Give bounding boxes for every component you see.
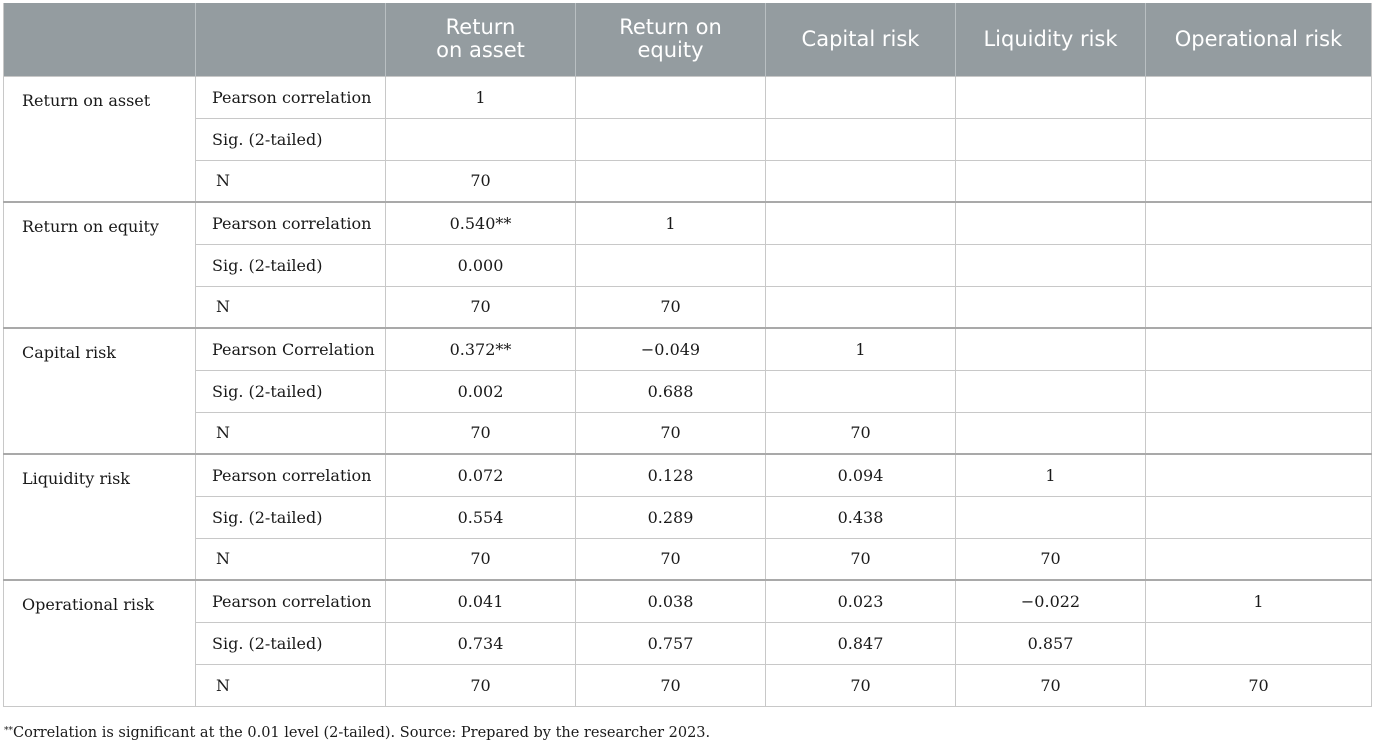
value-cell [956, 286, 1146, 328]
correlation-table-container [3, 3, 1371, 707]
value-cell: 1 [576, 202, 766, 244]
statistic-label: N [196, 412, 386, 454]
header-cell [576, 3, 766, 76]
value-cell [576, 76, 766, 118]
header-cell-line: Return on [619, 15, 722, 40]
value-cell [766, 370, 956, 412]
footnote-text: Correlation is significant at the 0.01 level (2-tailed). Source: Prepared by the researcher 2023. [13, 725, 711, 741]
value-cell: 0.540** [386, 202, 576, 244]
value-cell: 0.734 [386, 622, 576, 664]
value-cell [766, 202, 956, 244]
table-row [4, 370, 1372, 412]
value-cell: 70 [766, 664, 956, 706]
statistic-label: Pearson correlation [196, 76, 386, 118]
value-cell [766, 76, 956, 118]
value-cell: 70 [386, 160, 576, 202]
value-cell: 70 [576, 664, 766, 706]
table-row [4, 244, 1372, 286]
value-cell [1146, 328, 1372, 370]
table-row [4, 622, 1372, 664]
table-row [4, 118, 1372, 160]
statistic-label: Sig. (2-tailed) [196, 244, 386, 286]
table-row [4, 160, 1372, 202]
value-cell [956, 202, 1146, 244]
header-cell [386, 3, 576, 76]
value-cell [1146, 244, 1372, 286]
table-body [4, 76, 1372, 706]
value-cell: 0.688 [576, 370, 766, 412]
value-cell: 0.554 [386, 496, 576, 538]
value-cell [956, 412, 1146, 454]
value-cell: 0.000 [386, 244, 576, 286]
value-cell: 70 [386, 664, 576, 706]
table-row [4, 580, 1372, 622]
value-cell: 70 [766, 412, 956, 454]
value-cell: 1 [766, 328, 956, 370]
header-cell [1146, 3, 1372, 76]
statistic-label: Pearson Correlation [196, 328, 386, 370]
value-cell [956, 244, 1146, 286]
table-header [4, 3, 1372, 76]
value-cell [766, 118, 956, 160]
value-cell [576, 244, 766, 286]
value-cell: 70 [956, 664, 1146, 706]
value-cell [1146, 412, 1372, 454]
value-cell: 70 [576, 538, 766, 580]
value-cell [1146, 286, 1372, 328]
value-cell: 0.041 [386, 580, 576, 622]
value-cell: 0.847 [766, 622, 956, 664]
header-cell-line: Liquidity risk [983, 26, 1118, 51]
value-cell: 0.438 [766, 496, 956, 538]
footnote-mark: ** [4, 726, 13, 736]
value-cell [1146, 538, 1372, 580]
header-row [4, 3, 1372, 76]
value-cell [766, 244, 956, 286]
statistic-label: Pearson correlation [196, 454, 386, 496]
header-cell-empty [4, 3, 196, 76]
table-row [4, 328, 1372, 370]
row-group-label: Liquidity risk [4, 454, 196, 580]
value-cell [956, 76, 1146, 118]
statistic-label: Sig. (2-tailed) [196, 496, 386, 538]
value-cell [386, 118, 576, 160]
table-row [4, 664, 1372, 706]
header-cell [956, 3, 1146, 76]
row-group-label: Operational risk [4, 580, 196, 706]
statistic-label: Pearson correlation [196, 202, 386, 244]
value-cell [1146, 622, 1372, 664]
statistic-label: Sig. (2-tailed) [196, 370, 386, 412]
value-cell: −0.022 [956, 580, 1146, 622]
header-cell-line: Operational risk [1174, 26, 1343, 51]
value-cell: 70 [956, 538, 1146, 580]
value-cell: 70 [576, 286, 766, 328]
value-cell: 0.094 [766, 454, 956, 496]
value-cell: 0.128 [576, 454, 766, 496]
value-cell [956, 118, 1146, 160]
value-cell: 70 [386, 412, 576, 454]
header-cell-line: on asset [436, 38, 525, 63]
correlation-table [3, 3, 1372, 707]
value-cell [956, 370, 1146, 412]
header-cell [766, 3, 956, 76]
value-cell [956, 160, 1146, 202]
statistic-label: N [196, 286, 386, 328]
table-row [4, 286, 1372, 328]
table-row [4, 496, 1372, 538]
statistic-label: Pearson correlation [196, 580, 386, 622]
value-cell: 0.072 [386, 454, 576, 496]
value-cell [576, 118, 766, 160]
value-cell: 0.289 [576, 496, 766, 538]
value-cell [1146, 118, 1372, 160]
row-group-label: Return on asset [4, 76, 196, 202]
statistic-label: N [196, 538, 386, 580]
table-row [4, 76, 1372, 118]
header-cell-line: Return [445, 15, 516, 40]
value-cell: 0.372** [386, 328, 576, 370]
value-cell [1146, 76, 1372, 118]
value-cell [1146, 370, 1372, 412]
value-cell [576, 160, 766, 202]
value-cell [766, 286, 956, 328]
value-cell [1146, 202, 1372, 244]
statistic-label: N [196, 664, 386, 706]
statistic-label: Sig. (2-tailed) [196, 622, 386, 664]
row-group-label: Capital risk [4, 328, 196, 454]
table-footnote [4, 725, 710, 741]
value-cell [1146, 454, 1372, 496]
value-cell [766, 160, 956, 202]
header-cell-line: Capital risk [801, 26, 920, 51]
row-group-label: Return on equity [4, 202, 196, 328]
value-cell [1146, 496, 1372, 538]
header-cell-line: equity [637, 38, 704, 63]
value-cell: 70 [386, 286, 576, 328]
value-cell: 1 [1146, 580, 1372, 622]
header-cell-empty [196, 3, 386, 76]
value-cell [956, 496, 1146, 538]
value-cell [1146, 160, 1372, 202]
statistic-label: N [196, 160, 386, 202]
value-cell: 70 [1146, 664, 1372, 706]
value-cell: 0.038 [576, 580, 766, 622]
value-cell: 1 [956, 454, 1146, 496]
value-cell: −0.049 [576, 328, 766, 370]
value-cell: 0.002 [386, 370, 576, 412]
table-row [4, 412, 1372, 454]
value-cell: 70 [766, 538, 956, 580]
value-cell: 0.757 [576, 622, 766, 664]
value-cell: 0.857 [956, 622, 1146, 664]
table-row [4, 454, 1372, 496]
value-cell: 70 [576, 412, 766, 454]
value-cell: 1 [386, 76, 576, 118]
table-row [4, 202, 1372, 244]
table-row [4, 538, 1372, 580]
value-cell: 0.023 [766, 580, 956, 622]
statistic-label: Sig. (2-tailed) [196, 118, 386, 160]
value-cell [956, 328, 1146, 370]
value-cell: 70 [386, 538, 576, 580]
